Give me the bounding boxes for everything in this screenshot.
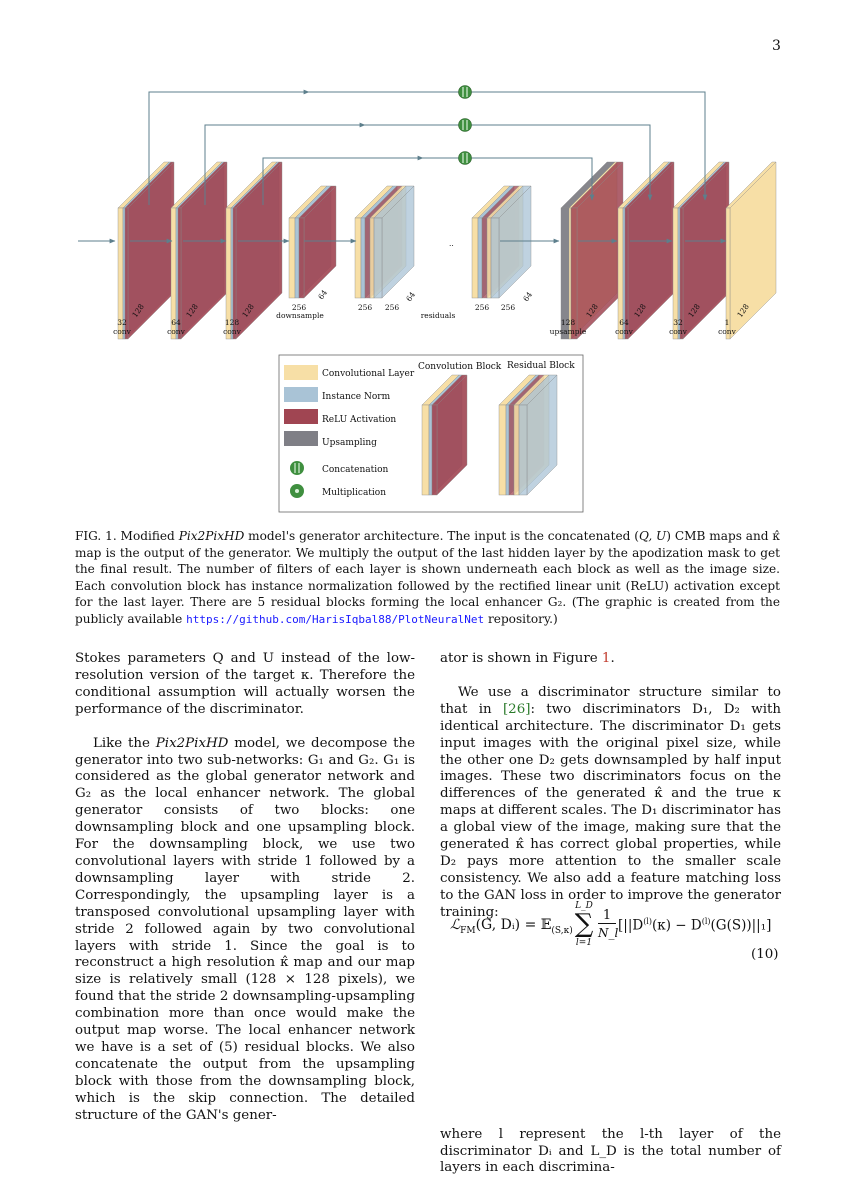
equation-number: (10) <box>751 947 779 962</box>
left-column <box>75 651 415 1124</box>
residuals-label: residuals <box>420 311 456 320</box>
map-size-label: 128 <box>184 302 200 320</box>
filter-count-label: 256 <box>500 303 516 312</box>
figure-caption: FIG. 1. Modified Pix2PixHD model's generator architecture. The input is the concatenated (Q, U) CMB maps and κ̂ map is the output of the generator. We multiply the output of the last hidden layer by the apodization mask to get the final result. The number of filters of each layer is shown underneath each block as well as the image size. Each convolution block has instance normalization followed by the rectified linear unit (ReLU) activation except for the last layer. There are 5 residual blocks forming the local enhancer G₂. (The graphic is created from the publicly available https://github.com/HarisIqbal88/PlotNeuralNet repository.) <box>75 529 780 626</box>
filter-count-label: 256 <box>357 303 373 312</box>
conv-layer <box>726 162 776 339</box>
residual-block-title: Residual Block <box>507 361 575 371</box>
github-link[interactable]: https://github.com/HarisIqbal88/PlotNeuralNet <box>186 612 485 626</box>
caption-prefix: FIG. 1. <box>75 529 117 543</box>
downsample-block <box>289 186 336 298</box>
legend-item-label: Upsampling <box>322 438 377 448</box>
paragraph: Stokes parameters Q and U instead of the low-resolution version of the target κ. Therefore the conditional assumption will actually worsen the performance of the discriminator. <box>75 651 415 717</box>
map-size-label: 128 <box>686 302 702 320</box>
filter-count-label: 64 <box>171 318 181 327</box>
legend-item-label: Concatenation <box>322 465 389 475</box>
layer-type-label: conv <box>669 327 687 336</box>
conv-block-64 <box>171 162 227 339</box>
filter-count-label: 32 <box>673 318 683 327</box>
figure-ref-link[interactable]: 1 <box>601 651 611 666</box>
filter-count-label: 1 <box>724 318 730 327</box>
map-size-label: 64 <box>521 290 535 304</box>
concatenation-icon <box>459 86 472 99</box>
layer-type-label: conv <box>223 327 241 336</box>
map-size-label: 64 <box>316 288 330 302</box>
layer-type-label: conv <box>167 327 185 336</box>
map-size-label: 64 <box>404 290 418 304</box>
filter-count-label: 256 <box>291 303 307 312</box>
convolution-block-title: Convolution Block <box>418 362 502 372</box>
legend-swatch <box>284 365 318 380</box>
paragraph: ator is shown in Figure 1. <box>440 651 615 666</box>
conv-block-32 <box>118 162 174 339</box>
layer-type-label: upsample <box>549 327 587 336</box>
relu-layer <box>571 162 623 339</box>
filter-count-label: 128 <box>224 318 240 327</box>
filter-count-label: 256 <box>384 303 400 312</box>
residual-ellipsis: .. <box>449 239 454 248</box>
residual-block-first <box>355 186 414 298</box>
filter-count-label: 256 <box>474 303 490 312</box>
legend-item-label: Multiplication <box>322 488 387 498</box>
final-conv-block <box>726 162 776 339</box>
legend-item-label: Instance Norm <box>322 392 391 402</box>
legend-item-label: Convolutional Layer <box>322 369 415 379</box>
caption-model-name: Pix2PixHD <box>178 529 245 543</box>
citation-link[interactable]: [26] <box>502 701 531 717</box>
paragraph: where l represent the l-th layer of the discriminator Dᵢ and L_D is the total number of layers in each discrimina- <box>440 1126 781 1176</box>
legend-swatch <box>284 431 318 446</box>
legend-swatch <box>284 409 318 424</box>
layer-type-label: conv <box>718 327 736 336</box>
conv-block-128 <box>226 162 282 339</box>
map-size-label: 128 <box>632 302 648 320</box>
page-number: 3 <box>772 38 781 54</box>
concatenation-icon <box>459 152 472 165</box>
filter-count-label: 128 <box>560 318 576 327</box>
conv-block-32-up <box>673 162 729 339</box>
concatenation-icon <box>459 119 472 132</box>
generator-architecture-figure <box>0 0 850 520</box>
legend-item-label: ReLU Activation <box>322 415 397 425</box>
legend <box>279 355 583 512</box>
residual-block-last <box>472 186 531 298</box>
legend-swatch <box>284 387 318 402</box>
paragraph: We use a discriminator structure similar to that in [26]: two discriminators D₁, D₂ with identical architecture. The discriminator D₁ gets input images with the original pixel size, while the other one D₂ gets downsampled by half input images. These two discriminators focus on the differences of the generated κ̂ and the true κ maps at different scales. The D₁ discriminator has a global view of the image, making sure that the generated κ̂ has correct global properties, while D₂ pays more attention to the smaller scale consistency. We also add a feature matching loss to the GAN loss in order to improve the generator training: <box>440 684 781 920</box>
conv-block-64-up <box>618 162 674 339</box>
map-size-label: 128 <box>130 302 146 320</box>
layer-type-label: conv <box>615 327 633 336</box>
paragraph: Like the Pix2PixHD model, we decompose the generator into two sub-networks: G₁ and G₂. G₁ is considered as the global generator network and G₂ as the local enhancer network. The global generator consists of two blocks: one downsampling block and one upsampling block. For the downsampling block, we use two convolutional layers with stride 1 followed by a downsampling layer with stride 2. Correspondingly, the upsampling layer is a transposed convolutional upsampling layer with stride 2 followed again by two convolutional layers with stride 1. Since the goal is to reconstruct a high resolution κ̂ map and our map size is relatively small (128 × 128 pixels), we found that the stride 2 downsampling-upsampling combination more than once would make the output map worse. The local enhancer network we have is a set of (5) residual blocks. We also concatenate the output from the upsampling block with those from the downsampling block, which is the skip connection. The detailed structure of the GAN's gener- <box>75 735 415 1123</box>
equation-10: ℒ$_{FM}$(G, Dᵢ) = 𝔼$_{(S,\kappa)}$ L_D ∑ l=1 1 N_l $[||D^{(l)}(\kappa) - D^{(l)}(G(S))||_1]$ <box>450 901 772 948</box>
map-size-label: 128 <box>584 302 600 320</box>
concatenation-icon <box>290 461 304 475</box>
filter-count-label: 64 <box>619 318 629 327</box>
layer-type-label: conv <box>113 327 131 336</box>
filter-count-label: 32 <box>117 318 127 327</box>
layer-type-label: downsample <box>276 311 324 320</box>
map-size-label: 128 <box>735 302 751 320</box>
map-size-label: 128 <box>240 302 256 320</box>
